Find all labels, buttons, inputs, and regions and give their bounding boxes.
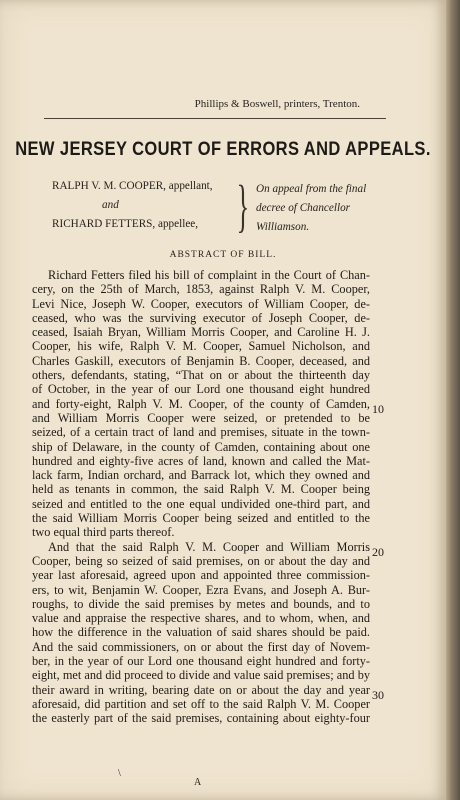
section-heading: ABSTRACT OF BILL. bbox=[169, 250, 277, 260]
body-line: roughs, to divide the said premises by metes and bounds, and to bbox=[32, 596, 370, 611]
signature-mark: A bbox=[194, 777, 202, 788]
appeal-note: On appeal from the final decree of Chancellor Williamson. bbox=[256, 183, 367, 233]
body-line: aforesaid, did partition and set off to the said Ralph V. M. Cooper bbox=[32, 696, 370, 711]
printer-credit: Phillips & Boswell, printers, Trenton. bbox=[194, 98, 360, 110]
body-line: ceased, who was the surviving executor of Joseph Cooper, de- bbox=[32, 310, 370, 325]
body-line: Charles Gaskill, executors of Benjamin B. Cooper, deceased, and bbox=[32, 353, 370, 368]
body-line: seized, of a certain tract of land and premises, situate in the town- bbox=[32, 425, 370, 440]
book-edge bbox=[446, 0, 460, 800]
document-title: NEW JERSEY COURT OF ERRORS AND APPEALS. bbox=[15, 138, 431, 160]
appellant-line: RALPH V. M. COOPER, appellant, bbox=[52, 180, 213, 192]
body-line: and William Morris Cooper were seized, or pretended to be bbox=[32, 410, 370, 425]
body-line: ship of Delaware, in the county of Camden, containing about one bbox=[32, 439, 370, 454]
body-line: how the difference in the valuation of said shares should be paid. bbox=[32, 625, 370, 640]
and-conjunction: and bbox=[102, 199, 119, 211]
body-line: Richard Fetters filed his bill of complaint in the Court of Chan- bbox=[48, 268, 370, 282]
body-line: others, defendants, stating, “That on or about the thirteenth day bbox=[32, 368, 370, 383]
body-line: Levi Nice, Joseph W. Cooper, executors of William Cooper, de- bbox=[32, 296, 370, 311]
body-line: lack farm, Indian orchard, and Barrack lot, which they owned and bbox=[32, 468, 370, 483]
body-line: ers, to wit, Benjamin W. Cooper, Ezra Evans, and Joseph A. Bur- bbox=[32, 582, 370, 597]
body-line: held as tenants in common, the said Ralph V. M. Cooper being bbox=[32, 482, 370, 497]
body-line: Cooper, being so seized of said premises, on or about the day and bbox=[32, 553, 370, 568]
body-line: And the said commissioners, on or about the first day of Novem- bbox=[32, 639, 370, 654]
body-line: of October, in the year of our Lord one thousand eight hundred bbox=[32, 382, 370, 397]
body-line: two equal third parts thereof. bbox=[32, 525, 175, 540]
body-line: ber, in the year of our Lord one thousand eight hundred and forty- bbox=[32, 654, 370, 669]
body-text bbox=[32, 268, 370, 726]
body-line: hundred and eighty-five acres of land, known and called the Mat- bbox=[32, 453, 370, 468]
body-line: and forty-eight, Ralph V. M. Cooper, of the county of Camden, bbox=[32, 396, 370, 411]
body-line: seized and entitled to the one equal undivided one-third part, and bbox=[32, 496, 370, 511]
case-parties bbox=[52, 173, 392, 238]
line-number-30: 30 bbox=[372, 688, 384, 702]
header-rule bbox=[44, 118, 386, 119]
body-line: the said William Morris Cooper being seized and entitled to the bbox=[32, 511, 370, 526]
line-number-20: 20 bbox=[372, 545, 384, 559]
body-line: year last aforesaid, agreed upon and appointed three commission- bbox=[32, 568, 370, 583]
printer-mark: \ bbox=[118, 768, 121, 779]
body-line: And that the said Ralph V. M. Cooper and William Morris bbox=[48, 539, 370, 554]
body-line: value and appraise the respective shares, and to whom, when, and bbox=[32, 611, 370, 626]
body-line: the easterly part of the said premises, containing about eighty-four bbox=[32, 711, 370, 726]
brace-icon: } bbox=[236, 173, 250, 238]
body-line: eight, met and did proceed to divide and value said premises; and by bbox=[32, 668, 370, 683]
body-line: cery, on the 25th of March, 1853, against Ralph V. M. Cooper, bbox=[32, 282, 370, 297]
body-line: their award in writing, bearing date on or about the day and year bbox=[32, 682, 370, 697]
appellee-line: RICHARD FETTERS, appellee, bbox=[52, 218, 199, 230]
body-line: Cooper, his wife, Ralph V. M. Cooper, Samuel Nicholson, and bbox=[32, 339, 370, 354]
line-number-10: 10 bbox=[372, 402, 384, 416]
body-line: ceased, Isaiah Bryan, William Morris Cooper, and Caroline H. J. bbox=[32, 325, 370, 340]
